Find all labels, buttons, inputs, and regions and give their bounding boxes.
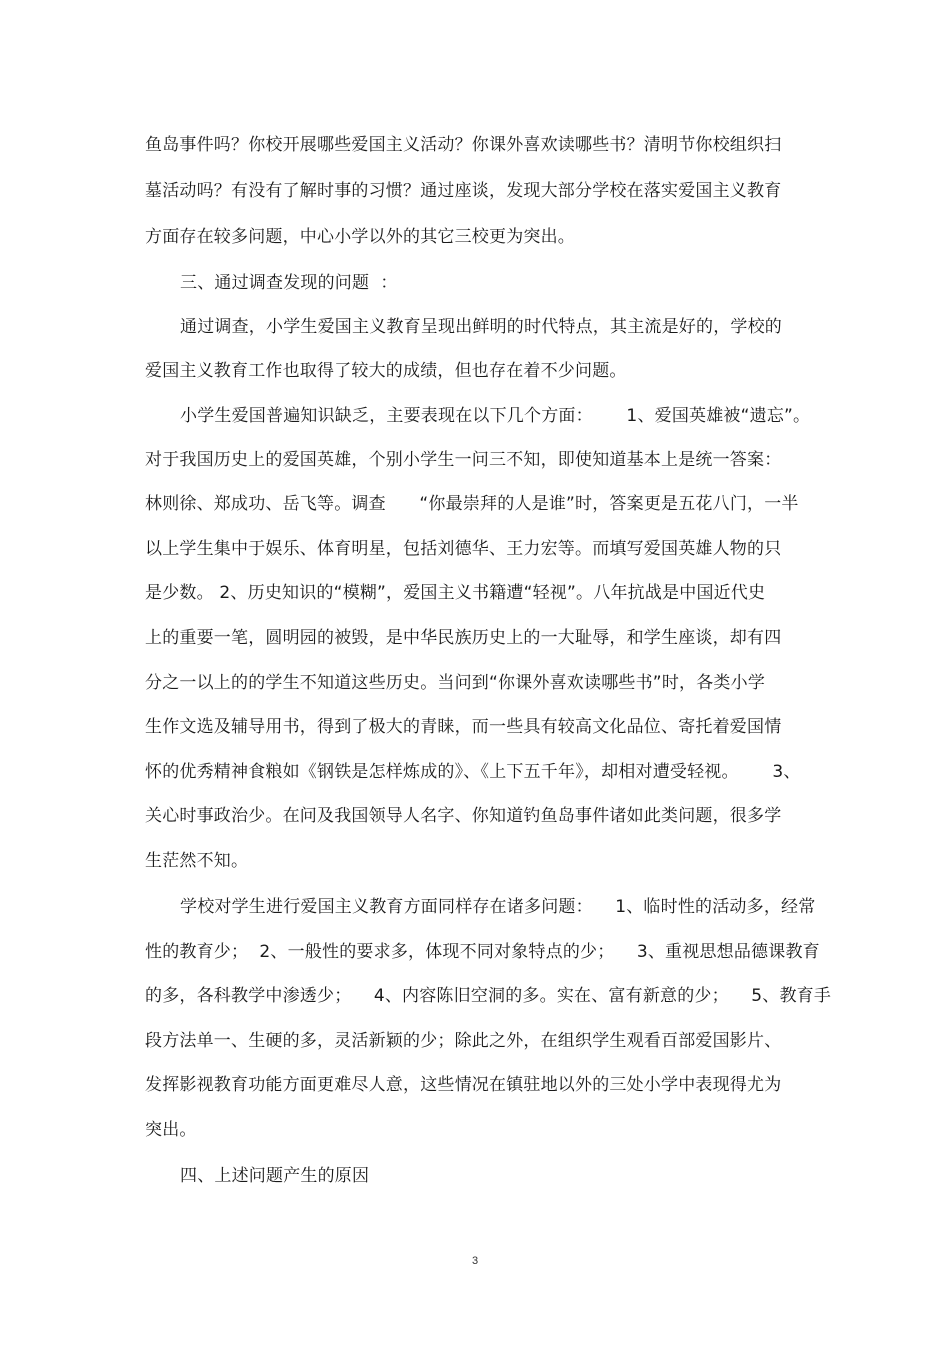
text-line: 墓活动吗？有没有了解时事的习惯？通过座谈，发现大部分学校在落实爱国主义教育: [145, 181, 782, 201]
text-line: 的多，各科教学中渗透少； 4、内容陈旧空洞的多。实在、富有新意的少； 5、教育手: [145, 986, 832, 1006]
text-line: 生作文选及辅导用书，得到了极大的青睐，而一些具有较高文化品位、寄托着爱国情: [145, 717, 782, 737]
text-line: 生茫然不知。: [145, 851, 249, 871]
text-line: 性的教育少； 2、一般性的要求多，体现不同对象特点的少； 3、重视思想品德课教育: [145, 942, 820, 962]
text-line: 学校对学生进行爱国主义教育方面同样存在诸多问题： 1、临时性的活动多，经常: [180, 897, 816, 917]
text-line: 爱国主义教育工作也取得了较大的成绩，但也存在着不少问题。: [145, 361, 627, 381]
section-heading: 四、上述问题产生的原因: [180, 1166, 370, 1186]
text-line: 怀的优秀精神食粮如《钢铁是怎样炼成的》、《上下五千年》，却相对遭受轻视。 3、: [145, 762, 801, 782]
text-line: 突出。: [145, 1120, 197, 1140]
text-line: 方面存在较多问题，中心小学以外的其它三校更为突出。: [145, 227, 575, 247]
text-line: 小学生爱国普遍知识缺乏，主要表现在以下几个方面： 1、爱国英雄被“遗忘”。: [180, 406, 811, 426]
section-heading: 三、通过调查发现的问题 ：: [180, 273, 398, 293]
text-line: 对于我国历史上的爱国英雄，个别小学生一问三不知，即使知道基本上是统一答案：: [145, 450, 782, 470]
text-line: 是少数。 2、历史知识的“模糊”，爱国主义书籍遭“轻视”。八年抗战是中国近代史: [145, 583, 766, 603]
text-line: 林则徐、郑成功、岳飞等。调查 “你最崇拜的人是谁”时，答案更是五花八门，一半: [145, 494, 799, 514]
text-line: 通过调查，小学生爱国主义教育呈现出鲜明的时代特点，其主流是好的，学校的: [180, 317, 782, 337]
text-line: 发挥影视教育功能方面更难尽人意，这些情况在镇驻地以外的三处小学中表现得尤为: [145, 1075, 782, 1095]
text-line: 分之一以上的的学生不知道这些历史。当问到“你课外喜欢读哪些书”时，各类小学: [145, 673, 766, 693]
text-line: 段方法单一、生硬的多，灵活新颖的少；除此之外，在组织学生观看百部爱国影片、: [145, 1031, 782, 1051]
text-line: 以上学生集中于娱乐、体育明星，包括刘德华、王力宏等。而填写爱国英雄人物的只: [145, 539, 782, 559]
text-line: 关心时事政治少。在问及我国领导人名字、你知道钓鱼岛事件诸如此类问题，很多学: [145, 806, 782, 826]
page-number: 3: [471, 1255, 479, 1267]
text-line: 鱼岛事件吗？你校开展哪些爱国主义活动？你课外喜欢读哪些书？清明节你校组织扫: [145, 135, 782, 155]
text-line: 上的重要一笔，圆明园的被毁，是中华民族历史上的一大耻辱，和学生座谈，却有四: [145, 628, 782, 648]
